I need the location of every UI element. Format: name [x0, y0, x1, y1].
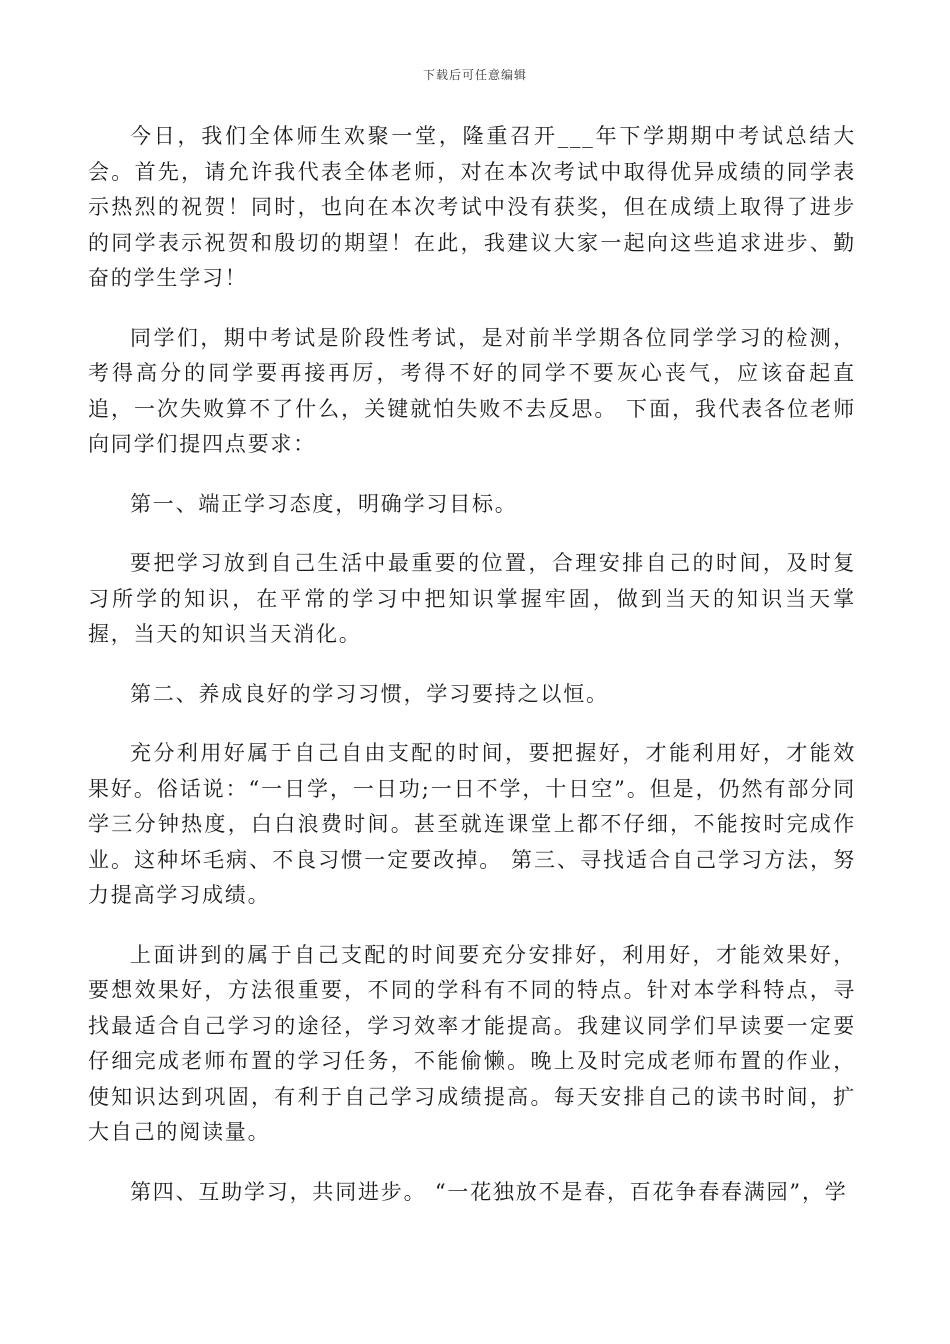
paragraph-requirements-intro: 同学们，期中考试是阶段性考试，是对前半学期各位同学学习的检测，考得高分的同学要再接再厉，考得不好的同学不要灰心丧气，应该奋起直追，一次失败算不了什么，关键就怕失败不去反思。 下面，我代表各位老师向同学们提四点要求：	[88, 325, 856, 456]
paragraph-point-three-body: 上面讲到的属于自己支配的时间要充分安排好，利用好，才能效果好，要想效果好，方法很重要，不同的学科有不同的特点。针对本学科特点，寻找最适合自己学习的途径，学习效率才能提高。我建议同学们早读要一定要仔细完成老师布置的学习任务，不能偷懒。晚上及时完成老师布置的作业，使知识达到巩固，有利于自己学习成绩提高。每天安排自己的读书时间，扩大自己的阅读量。	[88, 942, 856, 1144]
paragraph-point-one-heading: 第一、端正学习态度，明确学习目标。	[130, 491, 518, 516]
paragraph-point-two-body: 充分利用好属于自己自由支配的时间，要把握好，才能利用好，才能效果好。俗话说：“一日学，一日功;一日不学，十日空”。但是，仍然有部分同学三分钟热度，白白浪费时间。甚至就连课堂上都不仔细，不能按时完成作业。这种坏毛病、不良习惯一定要改掉。 第三、寻找适合自己学习方法，努力提高学习成绩。	[88, 741, 856, 907]
paragraph-point-one-body: 要把学习放到自己生活中最重要的位置，合理安排自己的时间，及时复习所学的知识，在平常的学习中把知识掌握牢固，做到当天的知识当天掌握，当天的知识当天消化。	[88, 551, 856, 646]
paragraph-opening: 今日，我们全体师生欢聚一堂，隆重召开___年下学期期中考试总结大会。首先，请允许我代表全体老师，对在本次考试中取得优异成绩的同学表示热烈的祝贺！同时，也向在本次考试中没有获奖，但在成绩上取得了进步的同学表示祝贺和殷切的期望！在此，我建议大家一起向这些追求进步、勤奋的学生学习！	[88, 124, 856, 290]
paragraph-point-two-heading: 第二、养成良好的学习习惯，学习要持之以恒。	[130, 681, 609, 706]
paragraph-point-four: 第四、互助学习，共同进步。 “一花独放不是春，百花争春春满园”，学	[130, 1179, 848, 1204]
header-note: 下载后可任意编辑	[422, 68, 527, 82]
document-body	[88, 119, 856, 1234]
